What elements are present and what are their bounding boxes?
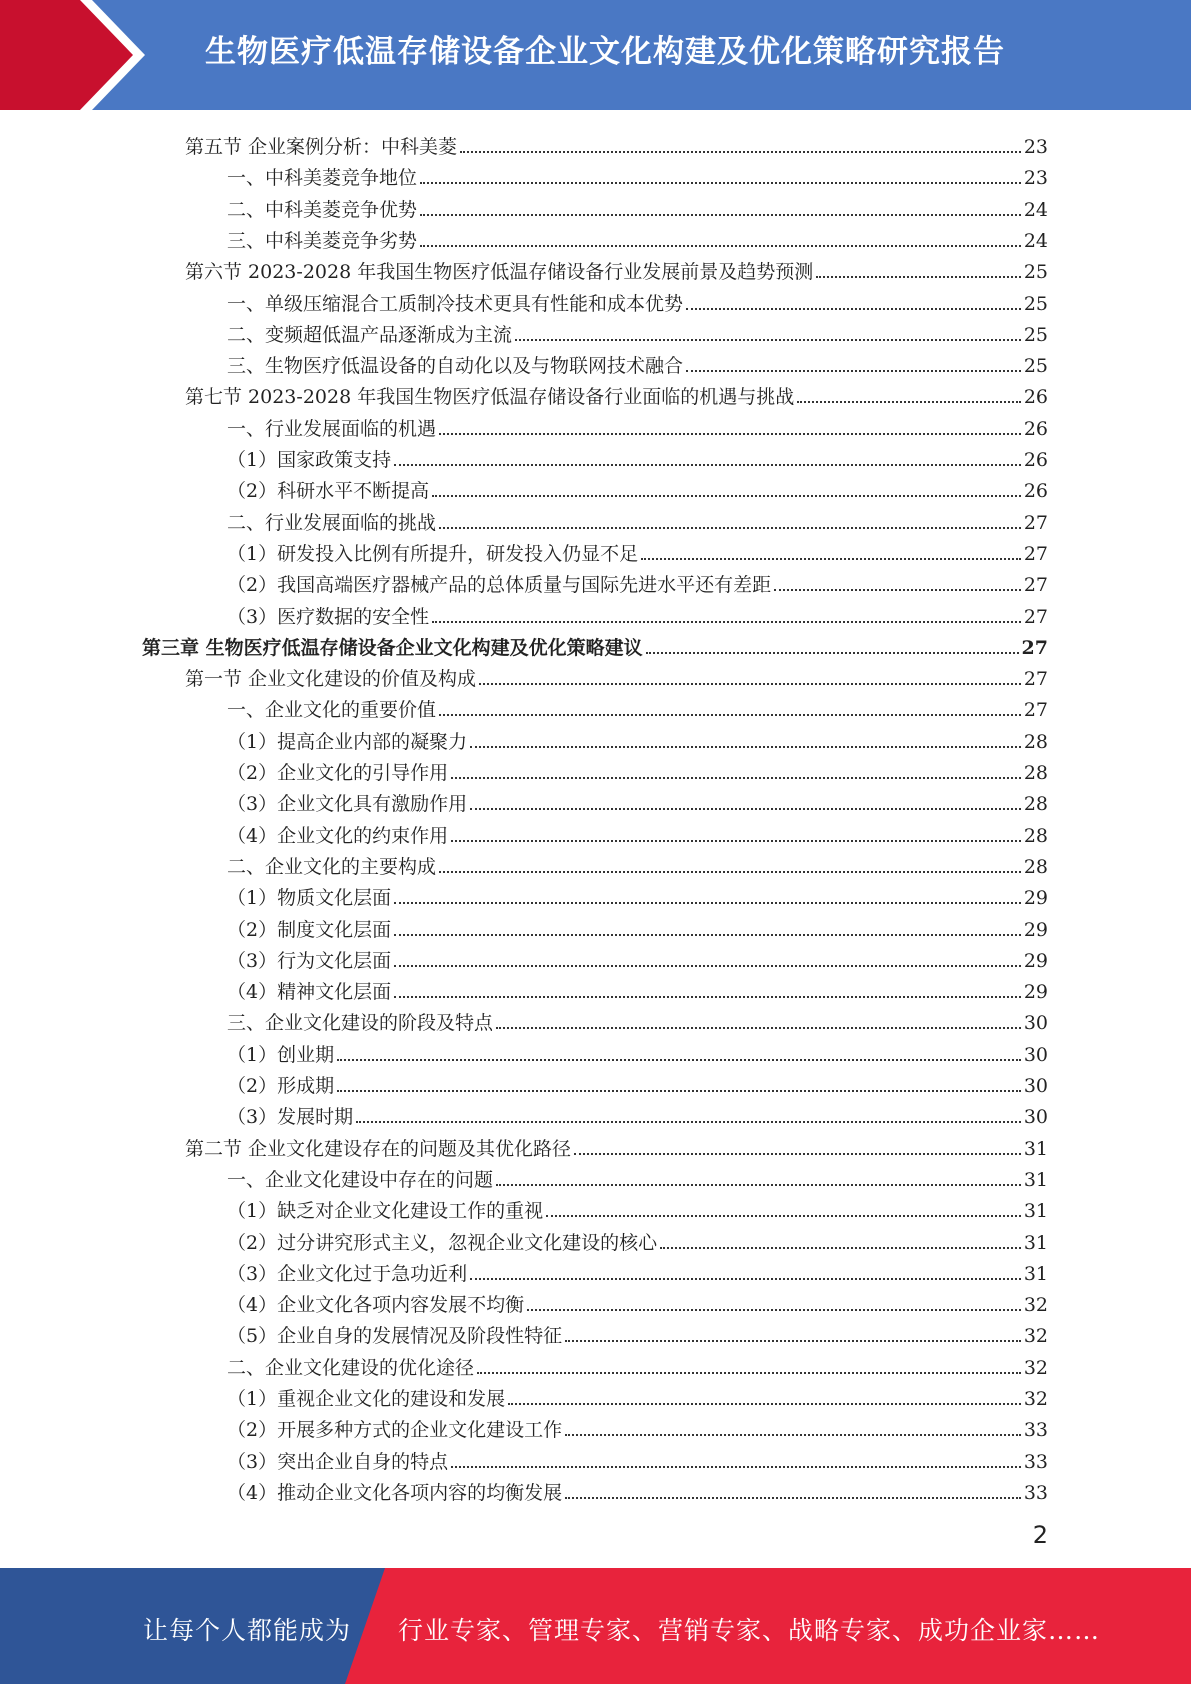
toc-entry-title: 第二节 企业文化建设存在的问题及其优化路径 — [185, 1137, 572, 1160]
toc-leader-dots — [439, 433, 1021, 435]
toc-entry-title: （1）国家政策支持 — [227, 449, 392, 471]
toc-entry[interactable] — [227, 1161, 1048, 1192]
toc-leader-dots — [394, 965, 1021, 967]
toc-entry-page: 25 — [1023, 292, 1048, 315]
toc-entry[interactable] — [227, 159, 1048, 190]
toc-leader-dots — [420, 182, 1021, 184]
toc-entry-page: 27 — [1023, 699, 1048, 722]
toc-entry[interactable] — [185, 378, 1048, 409]
toc-entry-title: （3）企业文化过于急功近利 — [227, 1262, 468, 1285]
toc-entry[interactable] — [227, 911, 1048, 942]
toc-leader-dots — [686, 308, 1021, 310]
toc-entry-page: 27 — [1023, 511, 1048, 534]
toc-leader-dots — [432, 495, 1021, 497]
toc-entry[interactable] — [227, 472, 1048, 503]
toc-entry[interactable] — [185, 253, 1048, 284]
toc-entry-title: （3）医疗数据的安全性 — [227, 605, 430, 628]
toc-entry[interactable] — [227, 504, 1048, 535]
toc-entry[interactable] — [227, 191, 1048, 222]
toc-entry-title: 一、企业文化建设中存在的问题 — [227, 1168, 494, 1191]
toc-entry[interactable] — [227, 566, 1048, 597]
toc-entry-page: 29 — [1023, 887, 1048, 910]
toc-entry[interactable] — [227, 1224, 1048, 1255]
toc-leader-dots — [565, 1497, 1021, 1499]
toc-entry[interactable] — [227, 817, 1048, 848]
toc-leader-dots — [451, 840, 1021, 842]
toc-entry-title: 二、企业文化的主要构成 — [227, 855, 437, 878]
toc-entry[interactable] — [227, 1067, 1048, 1098]
toc-entry-title: （1）缺乏对企业文化建设工作的重视 — [227, 1200, 544, 1223]
toc-entry-page: 32 — [1023, 1356, 1048, 1379]
toc-entry-page: 32 — [1023, 1325, 1048, 1348]
toc-entry[interactable] — [227, 691, 1048, 722]
toc-entry-page: 24 — [1023, 198, 1048, 221]
toc-entry-title: （2）科研水平不断提高 — [227, 480, 430, 503]
toc-entry-title: （1）研发投入比例有所提升，研发投入仍显不足 — [227, 542, 639, 565]
toc-entry-title: 第五节 企业案例分析：中科美菱 — [185, 136, 458, 158]
toc-entry-page: 28 — [1023, 793, 1048, 816]
toc-entry-title: （1）创业期 — [227, 1043, 335, 1066]
toc-entry-title: （5）企业自身的发展情况及阶段性特征 — [227, 1325, 563, 1348]
toc-leader-dots — [451, 1466, 1021, 1468]
toc-leader-dots — [686, 370, 1021, 372]
toc-entry-title: （4）企业文化的约束作用 — [227, 824, 449, 847]
toc-entry-page: 23 — [1023, 136, 1048, 158]
toc-entry-page: 32 — [1023, 1388, 1048, 1410]
footer-slogan-right: 行业专家、管理专家、营销专家、战略专家、成功企业家…… — [398, 1616, 1101, 1645]
toc-leader-dots — [774, 589, 1021, 591]
toc-entry-title: （3）突出企业自身的特点 — [227, 1450, 449, 1473]
toc-entry[interactable] — [227, 1380, 1048, 1411]
toc-entry[interactable] — [227, 1474, 1048, 1505]
toc-entry-title: （2）制度文化层面 — [227, 918, 392, 941]
footer-slogan-left: 让每个人都能成为 — [143, 1616, 352, 1645]
toc-entry[interactable] — [227, 598, 1048, 629]
toc-entry-title: 二、企业文化建设的优化途径 — [227, 1356, 475, 1379]
toc-entry-page: 33 — [1023, 1450, 1048, 1473]
toc-entry-page: 25 — [1023, 323, 1048, 346]
toc-entry-page: 24 — [1023, 229, 1048, 252]
toc-entry-page: 26 — [1023, 386, 1048, 409]
toc-entry-page: 33 — [1023, 1481, 1048, 1504]
toc-entry-page: 30 — [1023, 1012, 1048, 1035]
toc-entry[interactable] — [227, 1443, 1048, 1474]
toc-leader-dots — [565, 1434, 1021, 1436]
toc-leader-dots — [439, 714, 1021, 716]
toc-leader-dots — [641, 558, 1021, 560]
toc-entry-title: （4）推动企业文化各项内容的均衡发展 — [227, 1481, 563, 1504]
toc-leader-dots — [479, 683, 1021, 685]
report-footer — [0, 1568, 1191, 1684]
toc-entry-title: （3）行为文化层面 — [227, 949, 392, 972]
toc-entry-title: 三、中科美菱竞争劣势 — [227, 229, 418, 252]
toc-entry-title: （1）提高企业内部的凝聚力 — [227, 730, 468, 753]
toc-entry-page: 26 — [1023, 480, 1048, 503]
toc-entry-page: 33 — [1023, 1419, 1048, 1442]
toc-leader-dots — [394, 934, 1021, 936]
toc-entry[interactable] — [227, 347, 1048, 378]
toc-entry-title: 二、行业发展面临的挑战 — [227, 511, 437, 534]
toc-leader-dots — [394, 902, 1021, 904]
toc-entry-page: 27 — [1023, 605, 1048, 628]
toc-entry-page: 23 — [1023, 167, 1048, 190]
toc-leader-dots — [460, 151, 1021, 153]
toc-entry-title: 二、变频超低温产品逐渐成为主流 — [227, 323, 513, 346]
toc-entry[interactable] — [227, 1036, 1048, 1067]
toc-entry-title: （1）物质文化层面 — [227, 887, 392, 910]
toc-entry[interactable] — [227, 222, 1048, 253]
toc-leader-dots — [496, 1027, 1021, 1029]
toc-entry-title: 三、企业文化建设的阶段及特点 — [227, 1012, 494, 1035]
toc-entry-title: （2）过分讲究形式主义，忽视企业文化建设的核心 — [227, 1231, 658, 1254]
toc-entry-title: （4）企业文化各项内容发展不均衡 — [227, 1294, 525, 1317]
toc-leader-dots — [546, 1215, 1021, 1217]
toc-leader-dots — [432, 621, 1021, 623]
toc-leader-dots — [394, 996, 1021, 998]
toc-leader-dots — [420, 245, 1021, 247]
toc-entry-page: 27 — [1023, 668, 1048, 691]
toc-entry-title: 第七节 2023-2028 年我国生物医疗低温存储设备行业面临的机遇与挑战 — [185, 386, 795, 409]
toc-entry[interactable] — [227, 441, 1048, 472]
toc-entry-page: 30 — [1023, 1043, 1048, 1066]
toc-entry[interactable] — [227, 410, 1048, 441]
toc-leader-dots — [660, 1247, 1021, 1249]
toc-leader-dots — [420, 214, 1021, 216]
toc-entry-page: 31 — [1023, 1262, 1048, 1285]
toc-entry-title: （1）重视企业文化的建设和发展 — [227, 1388, 506, 1410]
toc-entry-page: 31 — [1023, 1231, 1048, 1254]
toc-entry-title: （2）我国高端医疗器械产品的总体质量与国际先进水平还有差距 — [227, 574, 772, 597]
toc-entry[interactable] — [227, 848, 1048, 879]
toc-entry[interactable] — [227, 1192, 1048, 1223]
toc-leader-dots — [470, 808, 1021, 810]
toc-entry-page: 25 — [1023, 355, 1048, 378]
toc-leader-dots — [515, 339, 1021, 341]
toc-entry-page: 26 — [1023, 417, 1048, 440]
toc-entry-page: 30 — [1023, 1106, 1048, 1129]
toc-entry[interactable] — [227, 1004, 1048, 1035]
page-number: 2 — [1032, 1521, 1048, 1549]
toc-entry[interactable] — [227, 1349, 1048, 1380]
header-arrow-decoration — [0, 0, 145, 110]
toc-entry[interactable] — [227, 535, 1048, 566]
toc-entry[interactable] — [185, 128, 1048, 159]
toc-entry-title: 第六节 2023-2028 年我国生物医疗低温存储设备行业发展前景及趋势预测 — [185, 261, 814, 284]
toc-entry-title: 第三章 生物医疗低温存储设备企业文化构建及优化策略建议 — [142, 636, 643, 659]
toc-entry-title: 第一节 企业文化建设的价值及构成 — [185, 668, 477, 691]
toc-entry[interactable] — [185, 660, 1048, 691]
toc-entry-page: 25 — [1023, 261, 1048, 284]
toc-leader-dots — [470, 746, 1021, 748]
toc-entry-title: 一、企业文化的重要价值 — [227, 699, 437, 722]
toc-entry[interactable] — [227, 316, 1048, 347]
toc-leader-dots — [565, 1340, 1021, 1342]
toc-entry-page: 28 — [1023, 855, 1048, 878]
toc-entry-title: 一、单级压缩混合工质制冷技术更具有性能和成本优势 — [227, 292, 684, 315]
toc-entry-title: （2）形成期 — [227, 1075, 335, 1097]
toc-entry-page: 28 — [1023, 730, 1048, 753]
toc-leader-dots — [394, 464, 1021, 466]
toc-entry[interactable] — [227, 785, 1048, 816]
toc-entry-title: （3）发展时期 — [227, 1106, 354, 1129]
toc-entry[interactable] — [227, 879, 1048, 910]
toc-entry[interactable] — [227, 723, 1048, 754]
toc-entry-page: 31 — [1023, 1137, 1048, 1160]
toc-leader-dots — [527, 1309, 1021, 1311]
report-header — [0, 0, 1191, 110]
toc-entry[interactable] — [227, 754, 1048, 785]
toc-leader-dots — [470, 1278, 1021, 1280]
toc-leader-dots — [451, 777, 1021, 779]
toc-entry-title: （4）精神文化层面 — [227, 981, 392, 1004]
toc-entry-page: 29 — [1023, 981, 1048, 1004]
toc-entry-page: 27 — [1023, 542, 1048, 565]
toc-leader-dots — [797, 401, 1021, 403]
toc-entry-page: 31 — [1023, 1168, 1048, 1191]
toc-entry-page: 26 — [1023, 449, 1048, 471]
toc-entry[interactable] — [227, 973, 1048, 1004]
toc-entry-title: 一、中科美菱竞争地位 — [227, 167, 418, 190]
toc-entry[interactable] — [227, 942, 1048, 973]
toc-leader-dots — [574, 1153, 1021, 1155]
toc-entry-page: 27 — [1021, 636, 1048, 659]
toc-leader-dots — [496, 1184, 1021, 1186]
toc-entry-title: （2）开展多种方式的企业文化建设工作 — [227, 1419, 563, 1442]
toc-leader-dots — [646, 652, 1019, 654]
toc-leader-dots — [508, 1403, 1021, 1405]
toc-entry-page: 28 — [1023, 824, 1048, 847]
toc-entry-page: 32 — [1023, 1294, 1048, 1317]
toc-entry[interactable] — [227, 1255, 1048, 1286]
toc-leader-dots — [337, 1090, 1021, 1092]
toc-entry[interactable] — [227, 285, 1048, 316]
toc-entry-page: 30 — [1023, 1075, 1048, 1097]
toc-entry-page: 29 — [1023, 949, 1048, 972]
toc-entry[interactable] — [227, 1317, 1048, 1348]
toc-entry-page: 28 — [1023, 762, 1048, 784]
toc-entry-title: 三、生物医疗低温设备的自动化以及与物联网技术融合 — [227, 355, 684, 378]
toc-leader-dots — [439, 527, 1021, 529]
toc-leader-dots — [477, 1372, 1021, 1374]
toc-entry-page: 27 — [1023, 574, 1048, 597]
toc-entry[interactable] — [227, 1411, 1048, 1442]
toc-leader-dots — [337, 1059, 1021, 1061]
toc-entry-page: 29 — [1023, 918, 1048, 941]
toc-entry[interactable] — [142, 629, 1048, 660]
toc-entry-title: 一、行业发展面临的机遇 — [227, 417, 437, 440]
report-title: 生物医疗低温存储设备企业文化构建及优化策略研究报告 — [205, 34, 1005, 70]
toc-entry-page: 31 — [1023, 1200, 1048, 1223]
toc-entry-title: 二、中科美菱竞争优势 — [227, 198, 418, 221]
toc-entry-title: （2）企业文化的引导作用 — [227, 762, 449, 784]
toc-entry[interactable] — [185, 1130, 1048, 1161]
toc-entry-title: （3）企业文化具有激励作用 — [227, 793, 468, 816]
toc-entry[interactable] — [227, 1286, 1048, 1317]
toc-leader-dots — [356, 1121, 1021, 1123]
toc-leader-dots — [816, 276, 1021, 278]
toc-leader-dots — [439, 871, 1021, 873]
toc-entry[interactable] — [227, 1098, 1048, 1129]
